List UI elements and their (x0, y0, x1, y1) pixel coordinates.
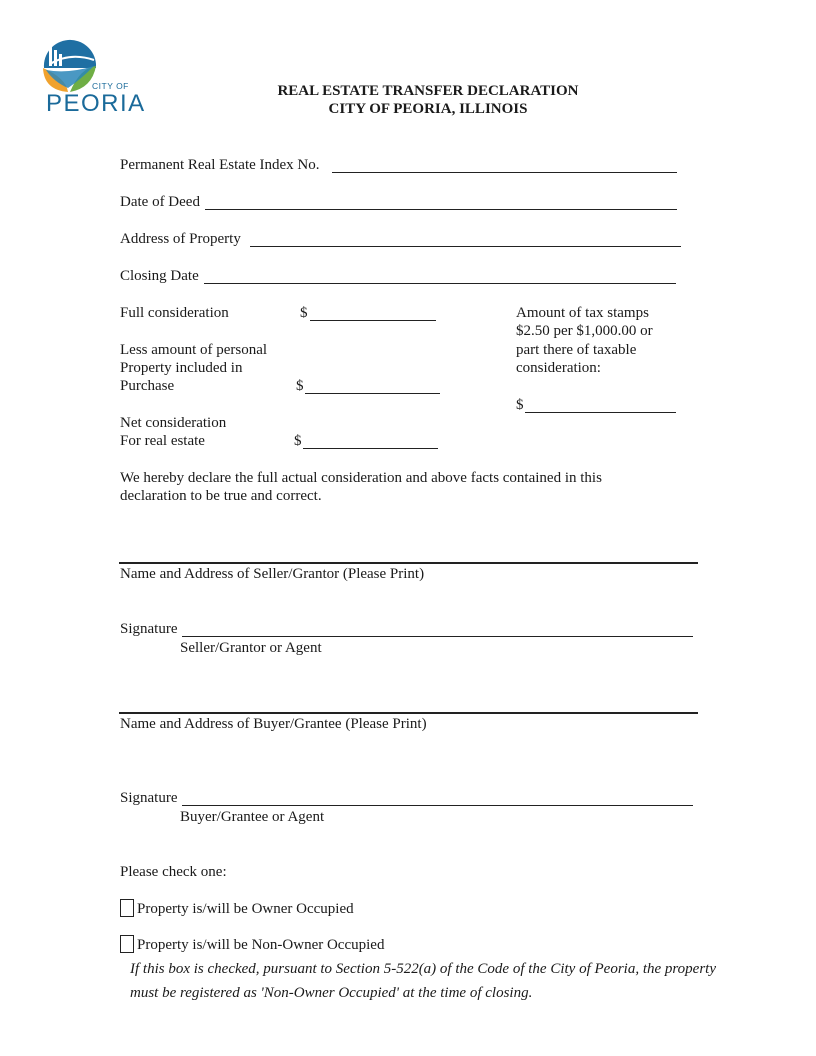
less-personal-line2: Property included in (120, 360, 243, 376)
document-title: REAL ESTATE TRANSFER DECLARATION (277, 83, 579, 99)
buyer-signature-field[interactable] (182, 805, 693, 806)
buyer-name-address-label: Name and Address of Buyer/Grantee (Please Print) (120, 716, 427, 732)
full-consideration-label: Full consideration (120, 305, 229, 321)
non-owner-note-line1: If this box is checked, pursuant to Section 5-522(a) of the Code of the City of Peoria, the property (130, 961, 716, 977)
date-of-deed-label: Date of Deed (120, 194, 200, 210)
non-owner-note-line2: must be registered as 'Non-Owner Occupied' at the time of closing. (130, 985, 533, 1001)
tax-stamps-line4: consideration: (516, 360, 601, 376)
tax-stamps-currency: $ (516, 397, 524, 413)
net-consideration-field[interactable] (303, 448, 438, 449)
non-owner-occupied-label: Property is/will be Non-Owner Occupied (137, 937, 385, 953)
seller-name-address-field[interactable] (119, 562, 698, 564)
seller-signature-label: Signature (120, 621, 178, 637)
non-owner-occupied-checkbox[interactable] (120, 935, 134, 953)
document-subtitle: CITY OF PEORIA, ILLINOIS (328, 101, 528, 117)
declaration-line2: declaration to be true and correct. (120, 488, 322, 504)
owner-occupied-checkbox[interactable] (120, 899, 134, 917)
tax-stamps-line1: Amount of tax stamps (516, 305, 649, 321)
address-of-property-field[interactable] (250, 246, 681, 247)
owner-occupied-label: Property is/will be Owner Occupied (137, 901, 354, 917)
logo-skyline-bar (54, 50, 57, 66)
address-of-property-label: Address of Property (120, 231, 241, 247)
buyer-signature-label: Signature (120, 790, 178, 806)
logo-city-of: CITY OF (92, 81, 129, 91)
full-consideration-currency: $ (300, 305, 308, 321)
less-personal-currency: $ (296, 378, 304, 394)
tax-stamps-field[interactable] (525, 412, 676, 413)
index-no-label: Permanent Real Estate Index No. (120, 157, 320, 173)
net-consideration-line2: For real estate (120, 433, 205, 449)
less-personal-field[interactable] (305, 393, 440, 394)
declaration-line1: We hereby declare the full actual consideration and above facts contained in this (120, 470, 602, 486)
tax-stamps-line2: $2.50 per $1,000.00 or (516, 323, 653, 339)
buyer-name-address-field[interactable] (119, 712, 698, 714)
closing-date-field[interactable] (204, 283, 676, 284)
check-one-prompt: Please check one: (120, 864, 227, 880)
net-consideration-line1: Net consideration (120, 415, 227, 431)
buyer-signature-sub: Buyer/Grantee or Agent (180, 809, 325, 825)
index-no-field[interactable] (332, 172, 677, 173)
closing-date-label: Closing Date (120, 268, 199, 284)
seller-name-address-label: Name and Address of Seller/Grantor (Please Print) (120, 566, 425, 582)
full-consideration-field[interactable] (310, 320, 436, 321)
date-of-deed-field[interactable] (205, 209, 677, 210)
less-personal-line3: Purchase (120, 378, 175, 394)
tax-stamps-line3: part there of taxable (516, 342, 637, 358)
net-consideration-currency: $ (294, 433, 302, 449)
logo-peoria: PEORIA (46, 90, 146, 117)
seller-signature-field[interactable] (182, 636, 693, 637)
seller-signature-sub: Seller/Grantor or Agent (180, 640, 322, 656)
less-personal-line1: Less amount of personal (120, 342, 268, 358)
